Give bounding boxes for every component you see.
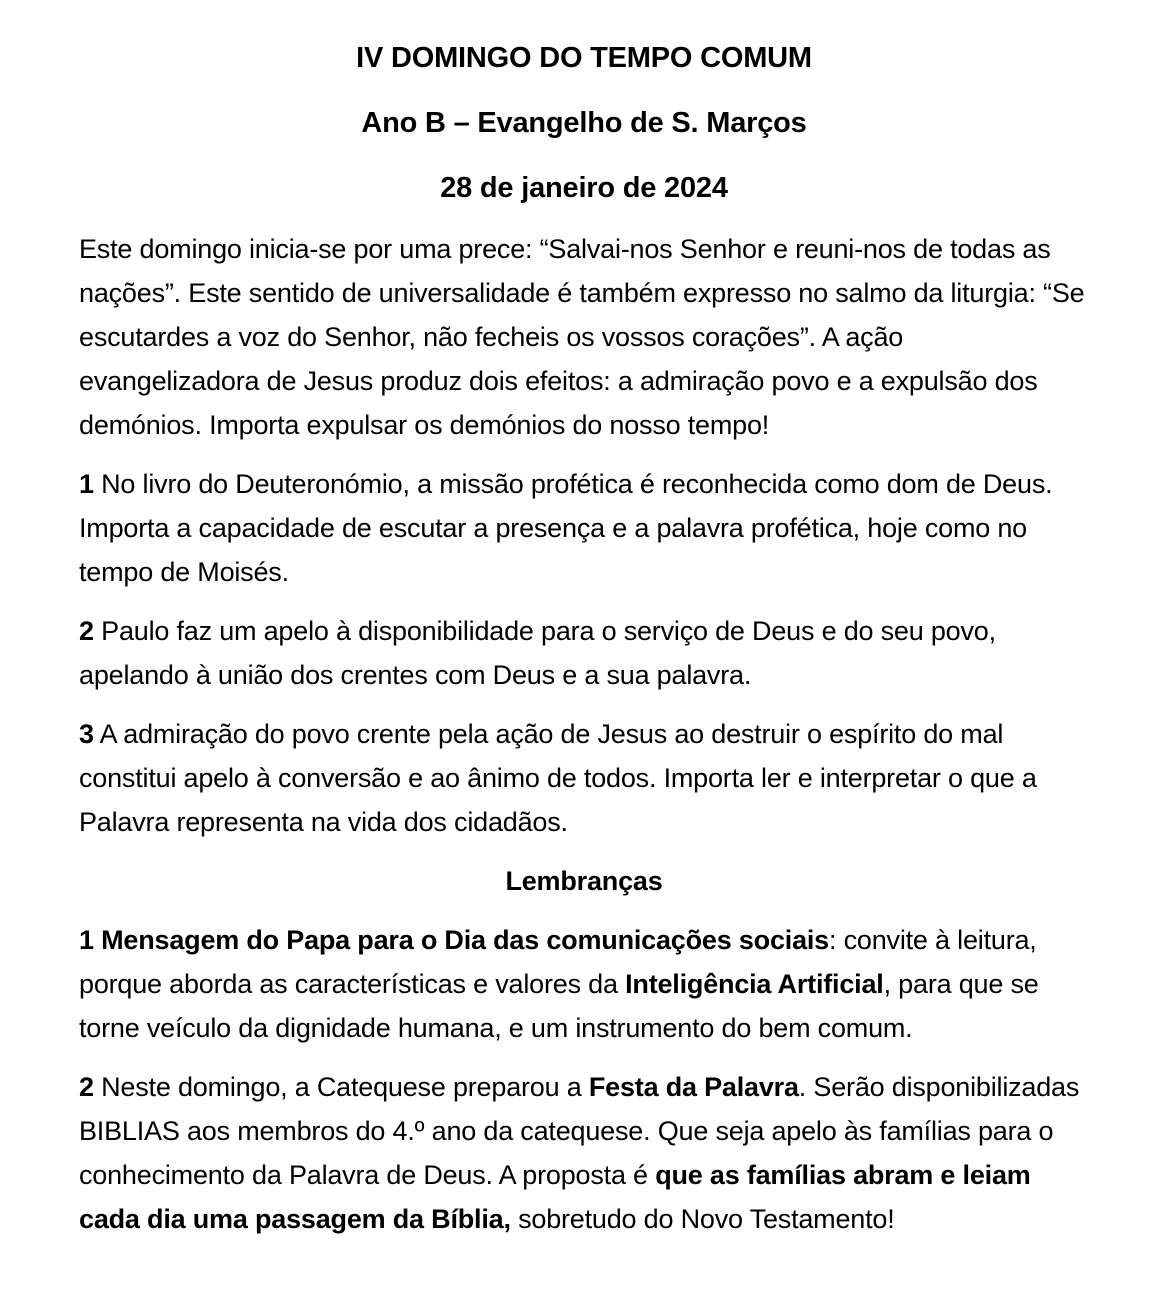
text-run: Festa da Palavra	[588, 1072, 799, 1102]
section-heading-lembrancas	[79, 859, 1089, 903]
text-run: Inteligência Artificial	[625, 969, 884, 999]
lembrancas-item-1	[79, 918, 1089, 1050]
text-run: Paulo faz um apelo à disponibilidade para o serviço de Deus e do seu povo, apelando à união dos crentes com Deus e a sua palavra.	[79, 616, 996, 690]
text-run: A admiração do povo crente pela ação de Jesus ao destruir o espírito do mal constitui apelo à conversão e ao ânimo de todos. Importa ler e interpretar o que a Palavra representa na vida dos cidadãos.	[79, 719, 1037, 837]
document-subtitle: Ano B – Evangelho de S. Marços	[361, 107, 807, 139]
text-run: Neste domingo, a Catequese preparou a	[93, 1072, 589, 1102]
numbered-item-1	[79, 462, 1089, 594]
text-run: sobretudo do Novo Testamento!	[510, 1204, 895, 1234]
text-run: 2	[79, 1072, 94, 1102]
text-run: 1 Mensagem do Papa para o Dia das comunicações sociais	[79, 925, 829, 955]
text-run: No livro do Deuteronómio, a missão profética é reconhecida como dom de Deus. Importa a capacidade de escutar a presença e a palavra profética, hoje como no tempo de Moisés.	[79, 469, 1053, 587]
text-run: 2	[79, 616, 94, 646]
numbered-item-2	[79, 609, 1089, 697]
lembrancas-item-2	[79, 1065, 1089, 1241]
numbered-item-3	[79, 712, 1089, 844]
text-run: que as famílias abram e leiam cada dia uma passagem da Bíblia,	[79, 1160, 1031, 1234]
text-run: Este domingo inicia-se por uma prece: “Salvai-nos Senhor e reuni-nos de todas as nações”. Este sentido de universalidade é também expresso no salmo da liturgia: “Se escutardes a voz do Senhor, não fecheis os vossos corações”. A ação evangelizadora de Jesus produz dois efeitos: a admiração povo e a expulsão dos demónios. Importa expulsar os demónios do nosso tempo!	[79, 234, 1085, 440]
document-title: IV DOMINGO DO TEMPO COMUM	[356, 42, 812, 74]
text-run: . Serão disponibilizadas BIBLIAS aos membros do 4.º ano da catequese. Que seja apelo às famílias para o conhecimento da Palavra de Deus. A proposta é	[79, 1072, 1080, 1190]
text-run: , para que se torne veículo da dignidade humana, e um instrumento do bem comum.	[79, 969, 1039, 1043]
text-run: Lembranças	[505, 866, 663, 896]
document-paragraphs	[79, 227, 1089, 1241]
text-run: : convite à leitura, porque aborda as características e valores da	[79, 925, 1037, 999]
text-run: 3	[79, 719, 94, 749]
text-run: 1	[79, 469, 94, 499]
document-date: 28 de janeiro de 2024	[440, 172, 728, 204]
intro-paragraph	[79, 227, 1089, 447]
